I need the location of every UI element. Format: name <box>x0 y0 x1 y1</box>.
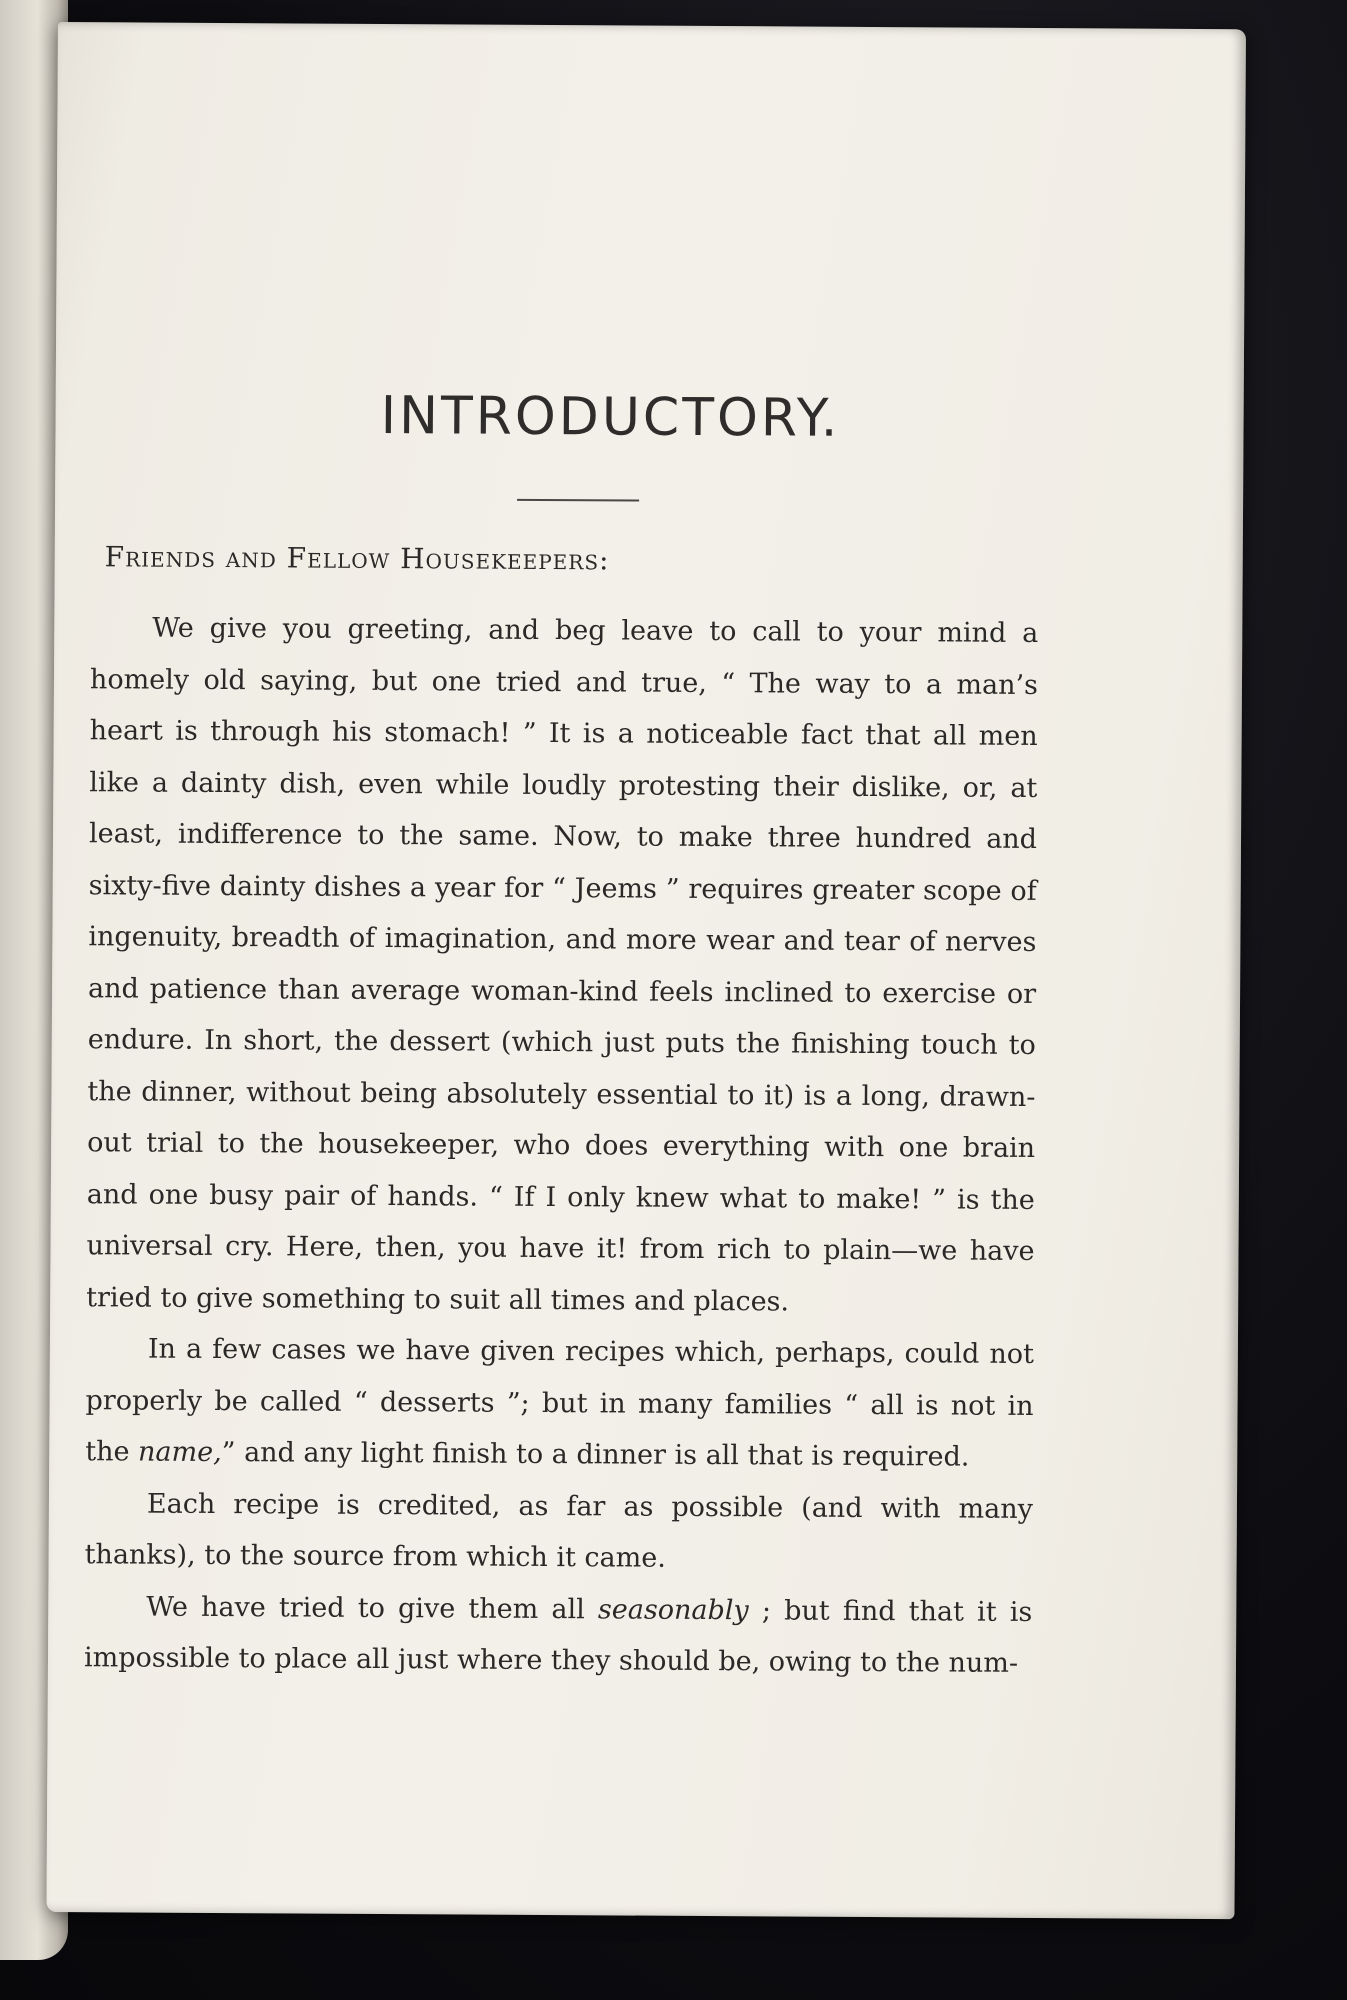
paragraph-4-before: We have tried to give them all <box>146 1591 599 1625</box>
title-rule <box>517 499 639 502</box>
paragraph-2-before: In a few cases we have given recipes which, perhaps, could not properly be called “ desserts ”; but in many families “ all is not in the <box>85 1333 1034 1468</box>
body-text <box>84 602 1039 1689</box>
page-title: INTRODUCTORY. <box>380 385 841 449</box>
paragraph-4 <box>84 1581 1033 1690</box>
paragraph-2-emphasis: name, <box>137 1436 222 1469</box>
paragraph-1: We give you greeting, and beg leave to call to your mind a homely old saying, but one tried and true, “ The way to a man’s heart is through his stomach! ” It is a noticeable fact that all men like a dainty dish, even while loudly protesting their dislike, or, at least, indifference to the same. Now, to make three hundred and sixty-five dainty dishes a year for “ Jeems ” requires greater scope of ingenuity, breadth of imagination, and more wear and tear of nerves and patience than average woman-kind feels inclined to exercise or endure. In short, the dessert (which just puts the finishing touch to the dinner, without being absolutely essential to it) is a long, drawn-out trial to the housekeeper, who does everything with one brain and one busy pair of hands. “ If I only knew what to make! ” is the universal cry. Here, then, you have it! from rich to plain—we have tried to give something to suit all times and places. <box>86 612 1039 1317</box>
paragraph-4-emphasis: seasonably <box>597 1593 749 1626</box>
book-page <box>46 22 1246 1919</box>
salutation: Friends and Fellow Housekeepers: <box>104 540 610 577</box>
paragraph-4-after: ; but find that it is impossible to place all just where they should be, owing to the num- <box>83 1594 1033 1679</box>
paragraph-2 <box>85 1323 1034 1483</box>
paragraph-2-after: ” and any light finish to a dinner is all that is required. <box>221 1437 970 1473</box>
paragraph-3: Each recipe is credited, as far as possible (and with many thanks), to the source from which it came. <box>84 1488 1034 1574</box>
